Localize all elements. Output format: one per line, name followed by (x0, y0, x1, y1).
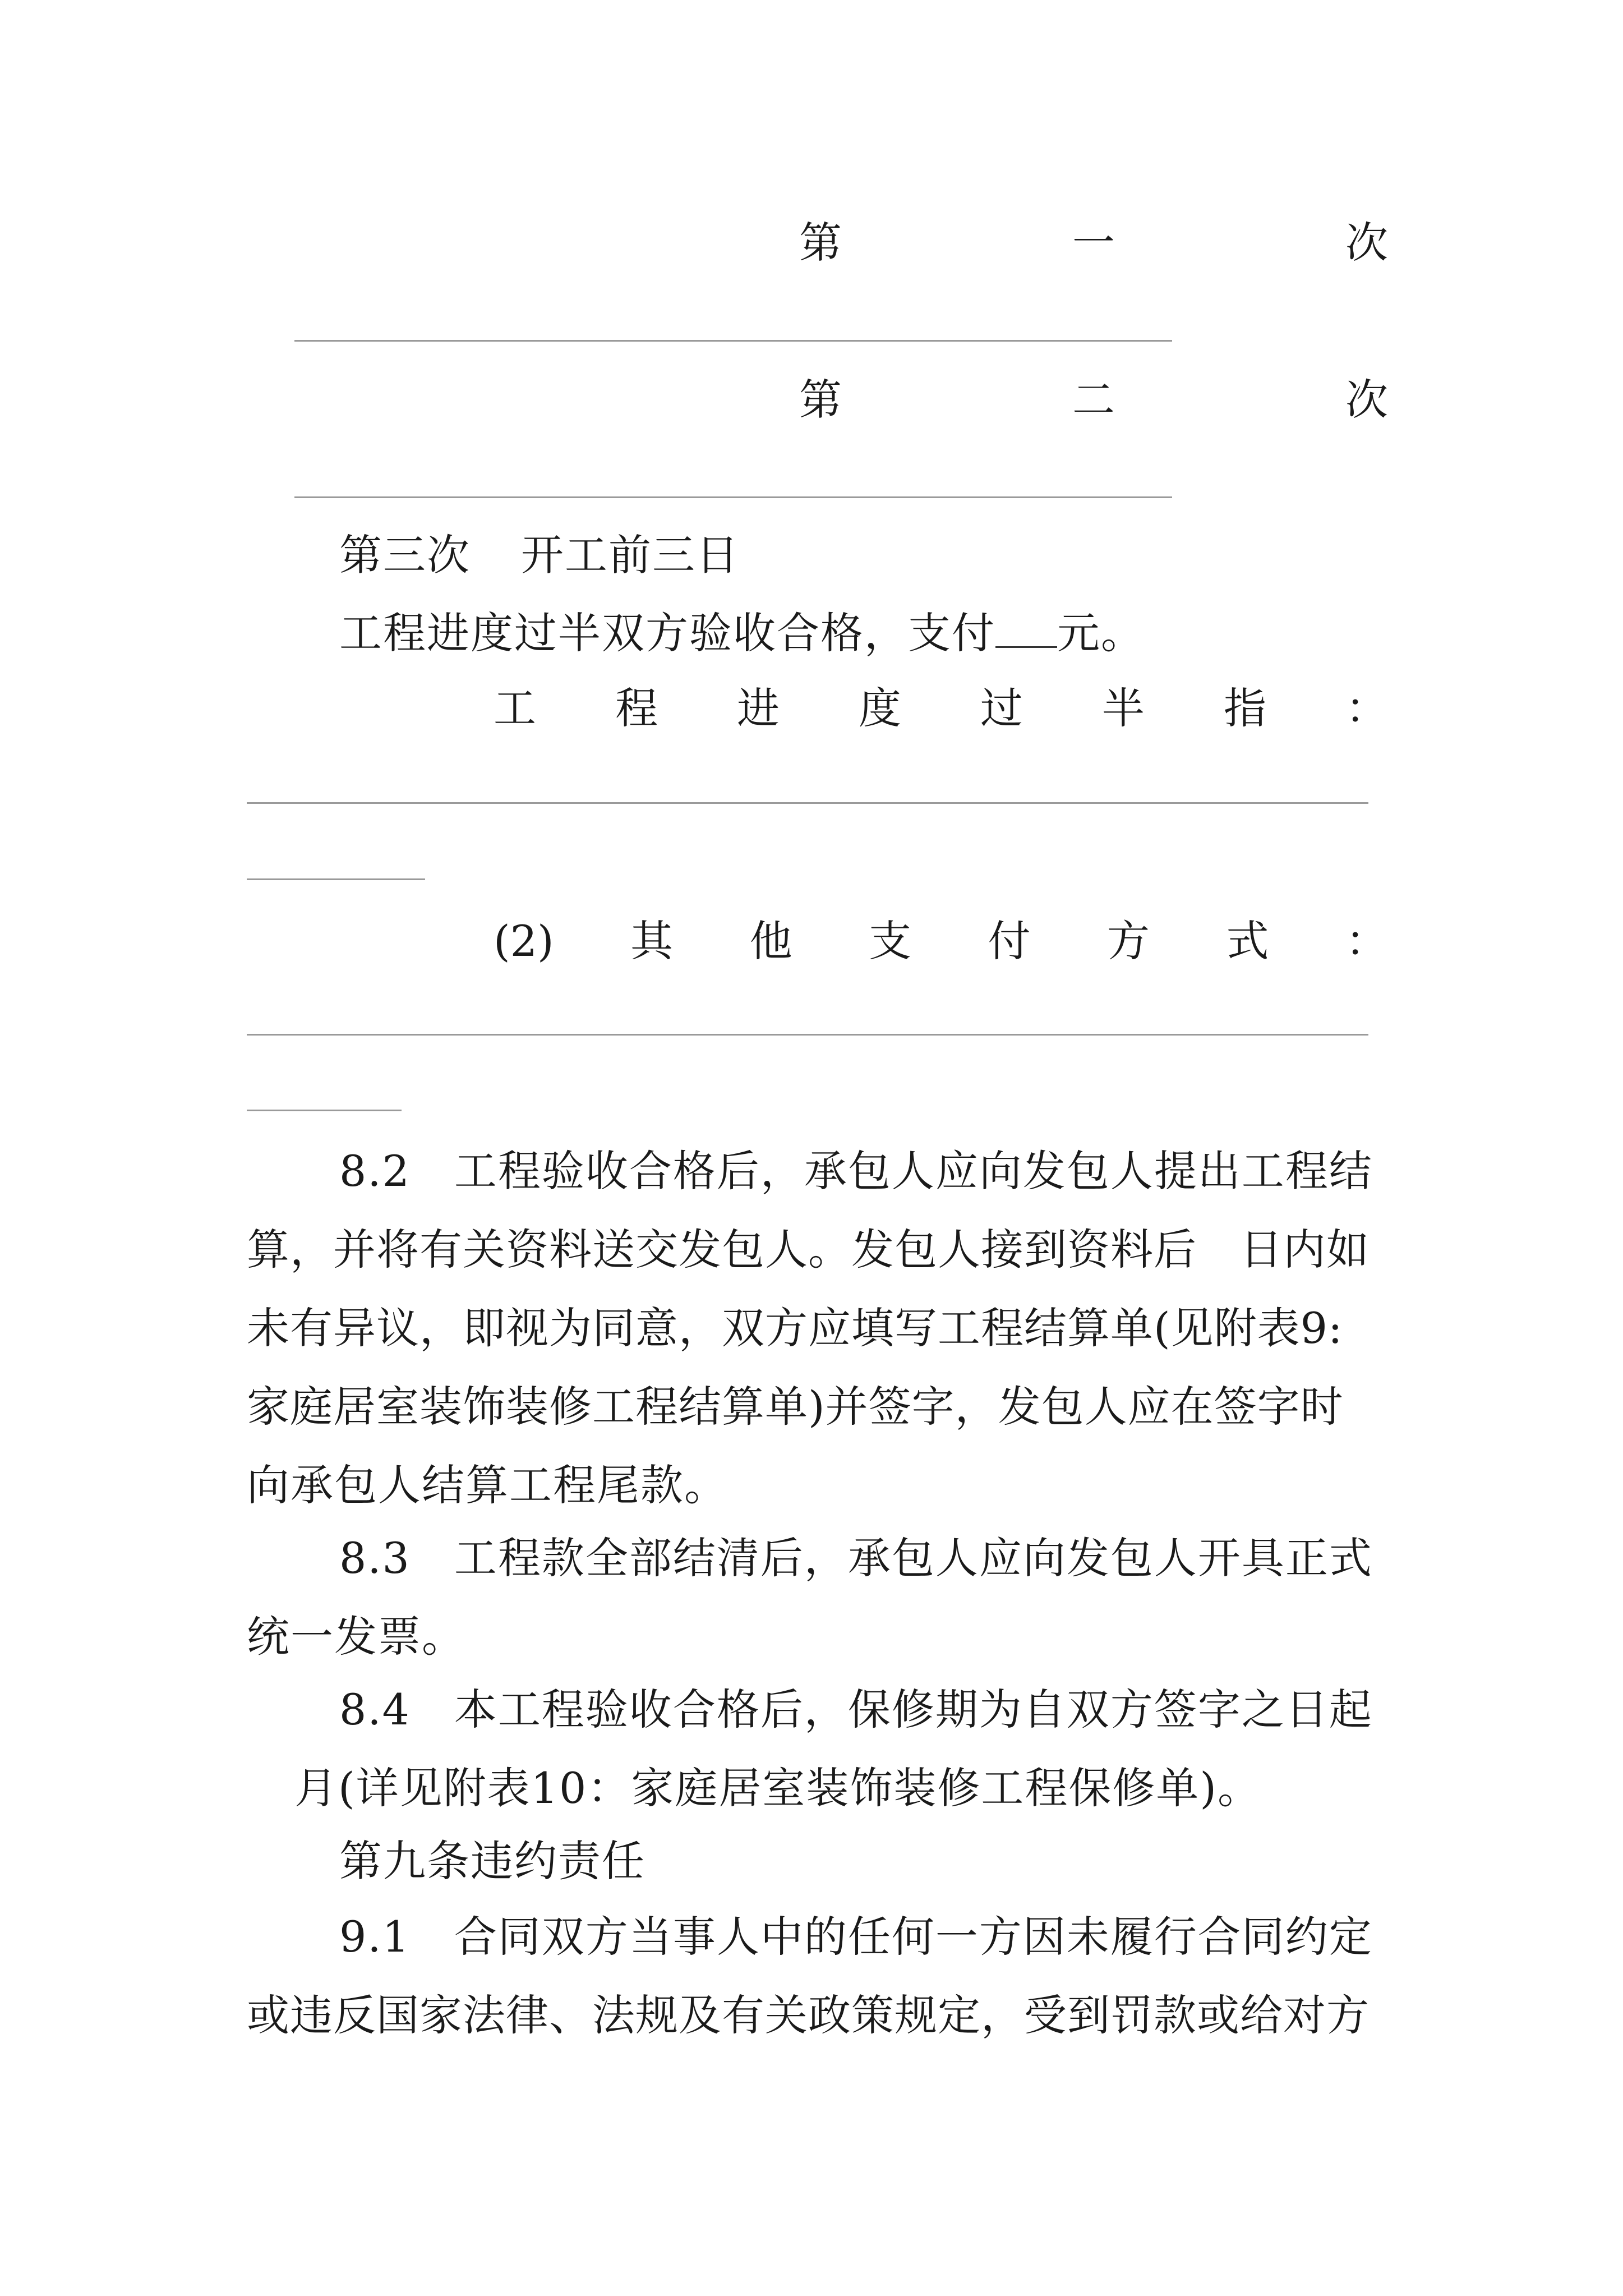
first-installment-blank (294, 340, 1172, 342)
clause-8-4-line: 8.4 本工程验收合格后，保修期为自双方签字之日起 (339, 1685, 1373, 1734)
other-payment-blank (247, 1034, 1368, 1036)
midpoint-definition-char: 度 (859, 683, 901, 733)
other-payment-char: 方 (1107, 916, 1150, 966)
second-installment-char: 次 (1345, 375, 1388, 425)
midpoint-definition-blank-continued (247, 878, 425, 880)
clause-9-1-line: 9.1 合同双方当事人中的任何一方因未履行合同约定 (339, 1912, 1373, 1962)
midpoint-definition-char: 指 (1224, 683, 1266, 733)
clause-8-4-line: 月(详见附表10：家庭居室装饰装修工程保修单)。 (294, 1763, 1262, 1813)
other-payment-char: ： (1345, 916, 1388, 966)
clause-8-3-line: 统一发票。 (247, 1612, 465, 1662)
clause-8-2-line: 算，并将有关资料送交发包人。发包人接到资料后 日内如 (247, 1225, 1370, 1274)
other-payment-line (494, 916, 1388, 966)
first-installment-line (799, 218, 1388, 268)
article-9-heading: 第九条违约责任 (339, 1836, 645, 1886)
other-payment-char: 他 (749, 916, 792, 966)
midpoint-definition-line (494, 683, 1388, 733)
third-installment-time: 开工前三日 (521, 530, 740, 580)
midpoint-payment-text: 工程进度过半双方验收合格，支付 (339, 608, 995, 658)
third-installment-label: 第三次 (339, 530, 471, 580)
third-installment-line (339, 530, 740, 580)
clause-9-1-line: 或违反国家法律、法规及有关政策规定，受到罚款或给对方 (247, 1990, 1370, 2040)
other-payment-char: (2) (494, 916, 554, 966)
second-installment-char: 第 (799, 375, 842, 425)
other-payment-char: 其 (630, 916, 674, 966)
first-installment-char: 第 (799, 218, 842, 268)
midpoint-definition-char: ： (1345, 683, 1388, 733)
midpoint-definition-char: 程 (615, 683, 658, 733)
clause-8-2-line: 未有异议，即视为同意，双方应填写工程结算单(见附表9: (247, 1303, 1343, 1353)
second-installment-blank (294, 496, 1172, 498)
first-installment-char: 次 (1345, 218, 1388, 268)
midpoint-payment-unit: 元。 (1057, 608, 1145, 658)
midpoint-payment-line (339, 608, 1145, 658)
clause-8-3-line: 8.3 工程款全部结清后，承包人应向发包人开具正式 (339, 1533, 1373, 1583)
second-installment-line (799, 375, 1388, 425)
midpoint-definition-char: 进 (737, 683, 780, 733)
clause-8-2-line: 家庭居室装饰装修工程结算单)并签字，发包人应在签字时 (247, 1382, 1344, 1432)
midpoint-definition-char: 工 (494, 683, 536, 733)
other-payment-blank-continued (247, 1110, 402, 1111)
other-payment-char: 式 (1226, 916, 1269, 966)
clause-8-2-line: 8.2 工程验收合格后，承包人应向发包人提出工程结 (339, 1146, 1373, 1196)
midpoint-definition-blank (247, 802, 1368, 804)
second-installment-char: 二 (1072, 375, 1115, 425)
other-payment-char: 付 (988, 916, 1031, 966)
midpoint-definition-char: 半 (1102, 683, 1145, 733)
amount-blank (995, 611, 1057, 648)
other-payment-char: 支 (869, 916, 912, 966)
first-installment-char: 一 (1072, 218, 1115, 268)
midpoint-definition-char: 过 (980, 683, 1023, 733)
clause-8-2-line: 向承包人结算工程尾款。 (247, 1460, 728, 1510)
